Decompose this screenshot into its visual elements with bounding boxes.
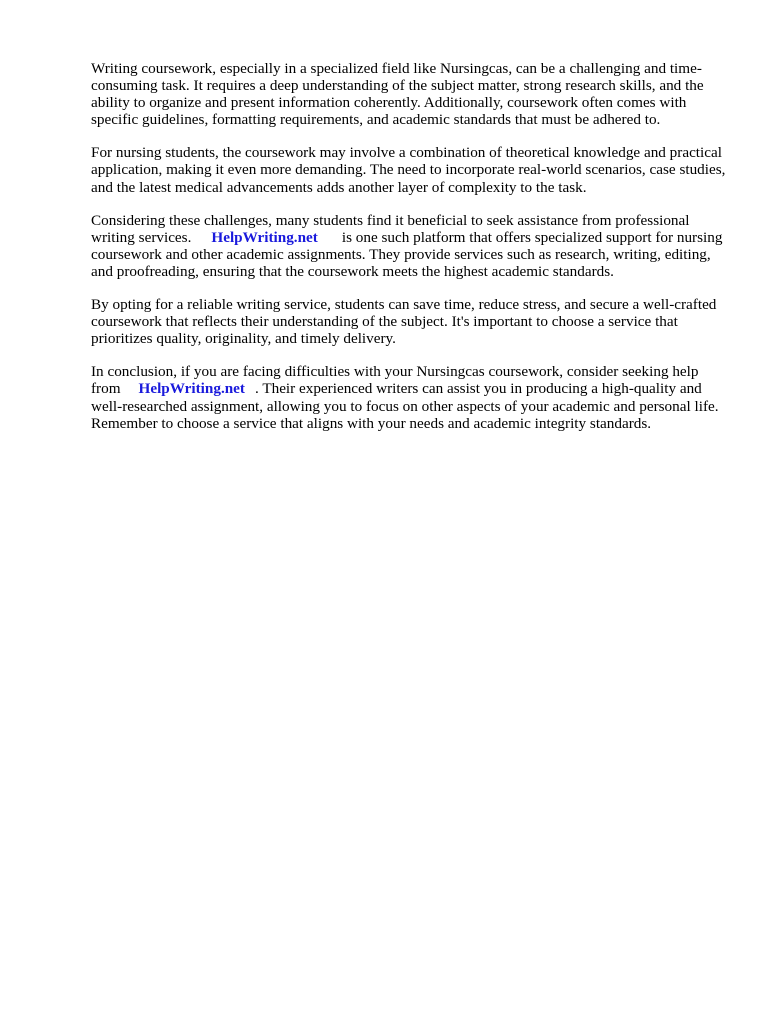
paragraph-conclusion-text-before: In conclusion, if you are facing difficulties with your Nursingcas coursework, consider seeking help from	[91, 363, 699, 398]
paragraph-conclusion	[91, 363, 727, 431]
paragraph-intro	[91, 60, 727, 128]
helpwriting-link-2[interactable]: HelpWriting.net	[138, 380, 245, 398]
paragraph-considering	[91, 212, 727, 280]
paragraph-conclusion-text-after: . Their experienced writers can assist you in producing a high-quality and well-researched assignment, allowing you to focus on other aspects of your academic and personal life. Remember to choose a service that aligns with your needs and academic integrity standards.	[91, 380, 719, 432]
paragraph-opting	[91, 296, 727, 347]
paragraph-considering-text-before: Considering these challenges, many students find it beneficial to seek assistance from professional writing services.	[91, 211, 690, 246]
paragraph-considering-text-after: is one such platform that offers specialized support for nursing coursework and other academic assignments. They provide services such as research, writing, editing, and proofreading, ensuring that the coursework meets the highest academic standards.	[91, 228, 723, 280]
paragraph-intro-text: Writing coursework, especially in a specialized field like Nursingcas, can be a challenging and time-consuming task. It requires a deep understanding of the subject matter, strong research skills, and the ability to organize and present information coherently. Additionally, coursework often comes with specific guidelines, formatting requirements, and academic standards that must be adhered to.	[91, 60, 704, 129]
paragraph-nursing-students	[91, 144, 727, 195]
paragraph-opting-text: By opting for a reliable writing service, students can save time, reduce stress, and secure a well-crafted coursework that reflects their understanding of the subject. It's important to choose a service that prioritizes quality, originality, and timely delivery.	[91, 296, 717, 348]
document-page	[91, 60, 727, 448]
paragraph-nursing-students-text: For nursing students, the coursework may involve a combination of theoretical knowledge and practical application, making it even more demanding. The need to incorporate real-world scenarios, case studies, and the latest medical advancements adds another layer of complexity to the task.	[91, 144, 726, 196]
helpwriting-link-1[interactable]: HelpWriting.net	[211, 228, 318, 246]
